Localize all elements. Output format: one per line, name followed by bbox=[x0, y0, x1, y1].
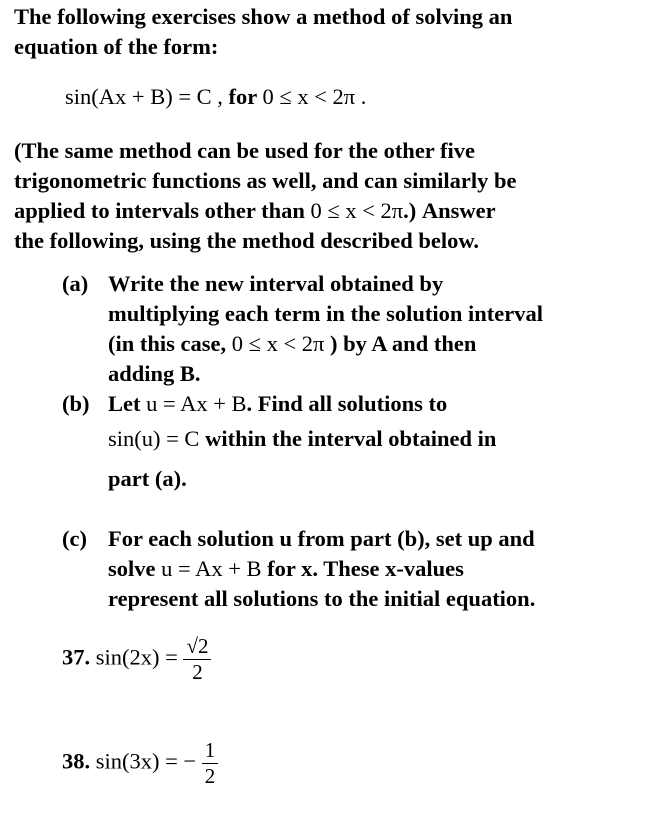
step-label: (b) bbox=[62, 391, 90, 416]
step-c-line: represent all solutions to the initial equation. bbox=[108, 586, 536, 611]
text: For each solution u from part (b), set up and bbox=[108, 526, 535, 551]
paragraph-line: (The same method can be used for the other five bbox=[14, 138, 475, 163]
fraction bbox=[202, 740, 219, 787]
denominator: 2 bbox=[192, 660, 203, 684]
step-label: (a) bbox=[62, 271, 89, 296]
step-label: (c) bbox=[62, 526, 87, 551]
step-c bbox=[62, 528, 535, 551]
general-equation bbox=[65, 86, 366, 109]
step-a bbox=[62, 273, 443, 296]
step-b-line bbox=[108, 428, 496, 451]
interval: 0 ≤ x < 2π bbox=[231, 331, 325, 356]
intro-line: equation of the form: bbox=[14, 34, 219, 59]
paragraph-line bbox=[14, 200, 496, 223]
step-a-line: multiplying each term in the solution interval bbox=[108, 301, 543, 326]
interval: 0 ≤ x < 2π bbox=[310, 198, 404, 223]
step-c-line bbox=[108, 558, 464, 581]
numerator: 1 bbox=[202, 740, 219, 764]
substitution: u = Ax + B bbox=[161, 556, 262, 581]
equation-lhs: sin(Ax + B) = C , bbox=[65, 84, 223, 109]
paragraph-line: the following, using the method described below. bbox=[14, 228, 480, 253]
text: (in this case, bbox=[108, 331, 227, 356]
intro-line: The following exercises show a method of solving an bbox=[14, 4, 513, 29]
numerator: √2 bbox=[183, 636, 211, 660]
equation-interval: 0 ≤ x < 2π . bbox=[262, 84, 367, 109]
exercise-38 bbox=[62, 740, 218, 787]
exercise-number: 37. bbox=[62, 644, 91, 670]
step-a-line bbox=[108, 333, 476, 356]
paragraph-line: trigonometric functions as well, and can similarly be bbox=[14, 168, 517, 193]
text: for x. These x-values bbox=[267, 556, 464, 581]
text: solve bbox=[108, 556, 156, 581]
text: ) by A and then bbox=[330, 331, 477, 356]
equation: sin(u) = C bbox=[108, 426, 200, 451]
text: Write the new interval obtained by bbox=[108, 271, 444, 296]
exercise-37 bbox=[62, 636, 211, 683]
exercise-number: 38. bbox=[62, 748, 91, 774]
text: .) Answer bbox=[403, 198, 496, 223]
text: Let bbox=[108, 391, 141, 416]
text: within the interval obtained in bbox=[205, 426, 497, 451]
text: applied to intervals other than bbox=[14, 198, 305, 223]
fraction bbox=[183, 636, 211, 683]
substitution: u = Ax + B bbox=[146, 391, 247, 416]
step-b-line: part (a). bbox=[108, 466, 187, 491]
denominator: 2 bbox=[204, 764, 216, 788]
exercise-lhs: sin(3x) = − bbox=[95, 748, 197, 774]
equation-for: for bbox=[228, 84, 257, 109]
step-a-line: adding B. bbox=[108, 361, 201, 386]
exercise-lhs: sin(2x) = bbox=[95, 644, 178, 670]
step-b bbox=[62, 393, 447, 416]
text: . Find all solutions to bbox=[246, 391, 448, 416]
